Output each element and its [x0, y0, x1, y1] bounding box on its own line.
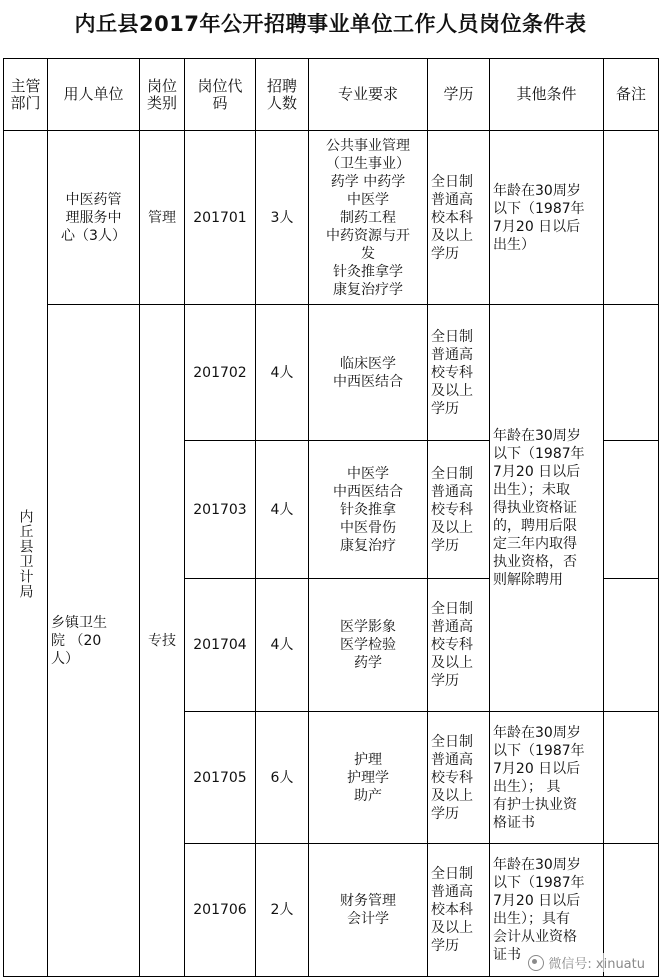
other-cell: 年龄在30周岁 以下（1987年 7月20 日以后 出生）； 具 有护士执业资 格证书 [490, 712, 604, 844]
count-cell: 4人 [256, 305, 309, 441]
code-cell: 201704 [185, 579, 256, 712]
remark-cell [604, 305, 659, 441]
major-cell: 护理 护理学 助产 [309, 712, 428, 844]
table-row [4, 305, 659, 441]
header-major: 专业要求 [309, 59, 428, 131]
position-table [3, 58, 659, 977]
code-cell: 201706 [185, 844, 256, 977]
code-cell: 201703 [185, 441, 256, 579]
header-code: 岗位代 码 [185, 59, 256, 131]
edu-cell: 全日制 普通高 校本科 及以上 学历 [428, 131, 490, 305]
header-other: 其他条件 [490, 59, 604, 131]
count-cell: 4人 [256, 441, 309, 579]
header-dept: 主管 部门 [4, 59, 48, 131]
edu-cell: 全日制 普通高 校专科 及以上 学历 [428, 712, 490, 844]
count-cell: 3人 [256, 131, 309, 305]
count-cell: 6人 [256, 712, 309, 844]
dept-cell [4, 131, 48, 977]
header-count: 招聘 人数 [256, 59, 309, 131]
category-cell-1: 管理 [140, 131, 185, 305]
wechat-icon [528, 955, 544, 971]
unit-cell-2: 乡镇卫生 院 （20 人） [48, 305, 140, 977]
header-unit: 用人单位 [48, 59, 140, 131]
remark-cell [604, 131, 659, 305]
header-remark: 备注 [604, 59, 659, 131]
edu-cell: 全日制 普通高 校专科 及以上 学历 [428, 441, 490, 579]
code-cell: 201705 [185, 712, 256, 844]
other-cell: 年龄在30周岁 以下（1987年 7月20 日以后 出生） [490, 131, 604, 305]
edu-cell: 全日制 普通高 校专科 及以上 学历 [428, 579, 490, 712]
page-title: 内丘县2017年公开招聘事业单位工作人员岗位条件表 [74, 12, 587, 36]
major-cell: 医学影象 医学检验 药学 [309, 579, 428, 712]
watermark [528, 953, 645, 972]
code-cell: 201702 [185, 305, 256, 441]
dept-text: 内丘县卫计局 [17, 508, 34, 599]
major-cell: 中医学 中西医结合 针灸推拿 中医骨伤 康复治疗 [309, 441, 428, 579]
major-cell: 公共事业管理 （卫生事业） 药学 中药学 中医学 制药工程 中药资源与开 发 针灸推拿学 康复治疗学 [309, 131, 428, 305]
edu-cell: 全日制 普通高 校本科 及以上 学历 [428, 844, 490, 977]
remark-cell [604, 441, 659, 579]
remark-cell [604, 712, 659, 844]
header-category: 岗位 类别 [140, 59, 185, 131]
unit-cell-1: 中医药管 理服务中 心（3人） [48, 131, 140, 305]
edu-cell: 全日制 普通高 校专科 及以上 学历 [428, 305, 490, 441]
other-cell: 年龄在30周岁 以下（1987年 7月20 日以后 出生）；具有 会计从业资格 证书 [490, 844, 604, 977]
header-row [4, 59, 659, 131]
watermark-text: 微信号: xinuatu [548, 957, 645, 972]
table-row [4, 131, 659, 305]
other-cell-merged: 年龄在30周岁 以下（1987年 7月20 日以后 出生）；未取 得执业资格证 的，聘用后限 定三年内取得 执业资格，否 则解除聘用 [490, 305, 604, 712]
major-cell: 临床医学 中西医结合 [309, 305, 428, 441]
code-cell: 201701 [185, 131, 256, 305]
remark-cell [604, 579, 659, 712]
count-cell: 4人 [256, 579, 309, 712]
category-cell-2: 专技 [140, 305, 185, 977]
count-cell: 2人 [256, 844, 309, 977]
major-cell: 财务管理 会计学 [309, 844, 428, 977]
header-edu: 学历 [428, 59, 490, 131]
